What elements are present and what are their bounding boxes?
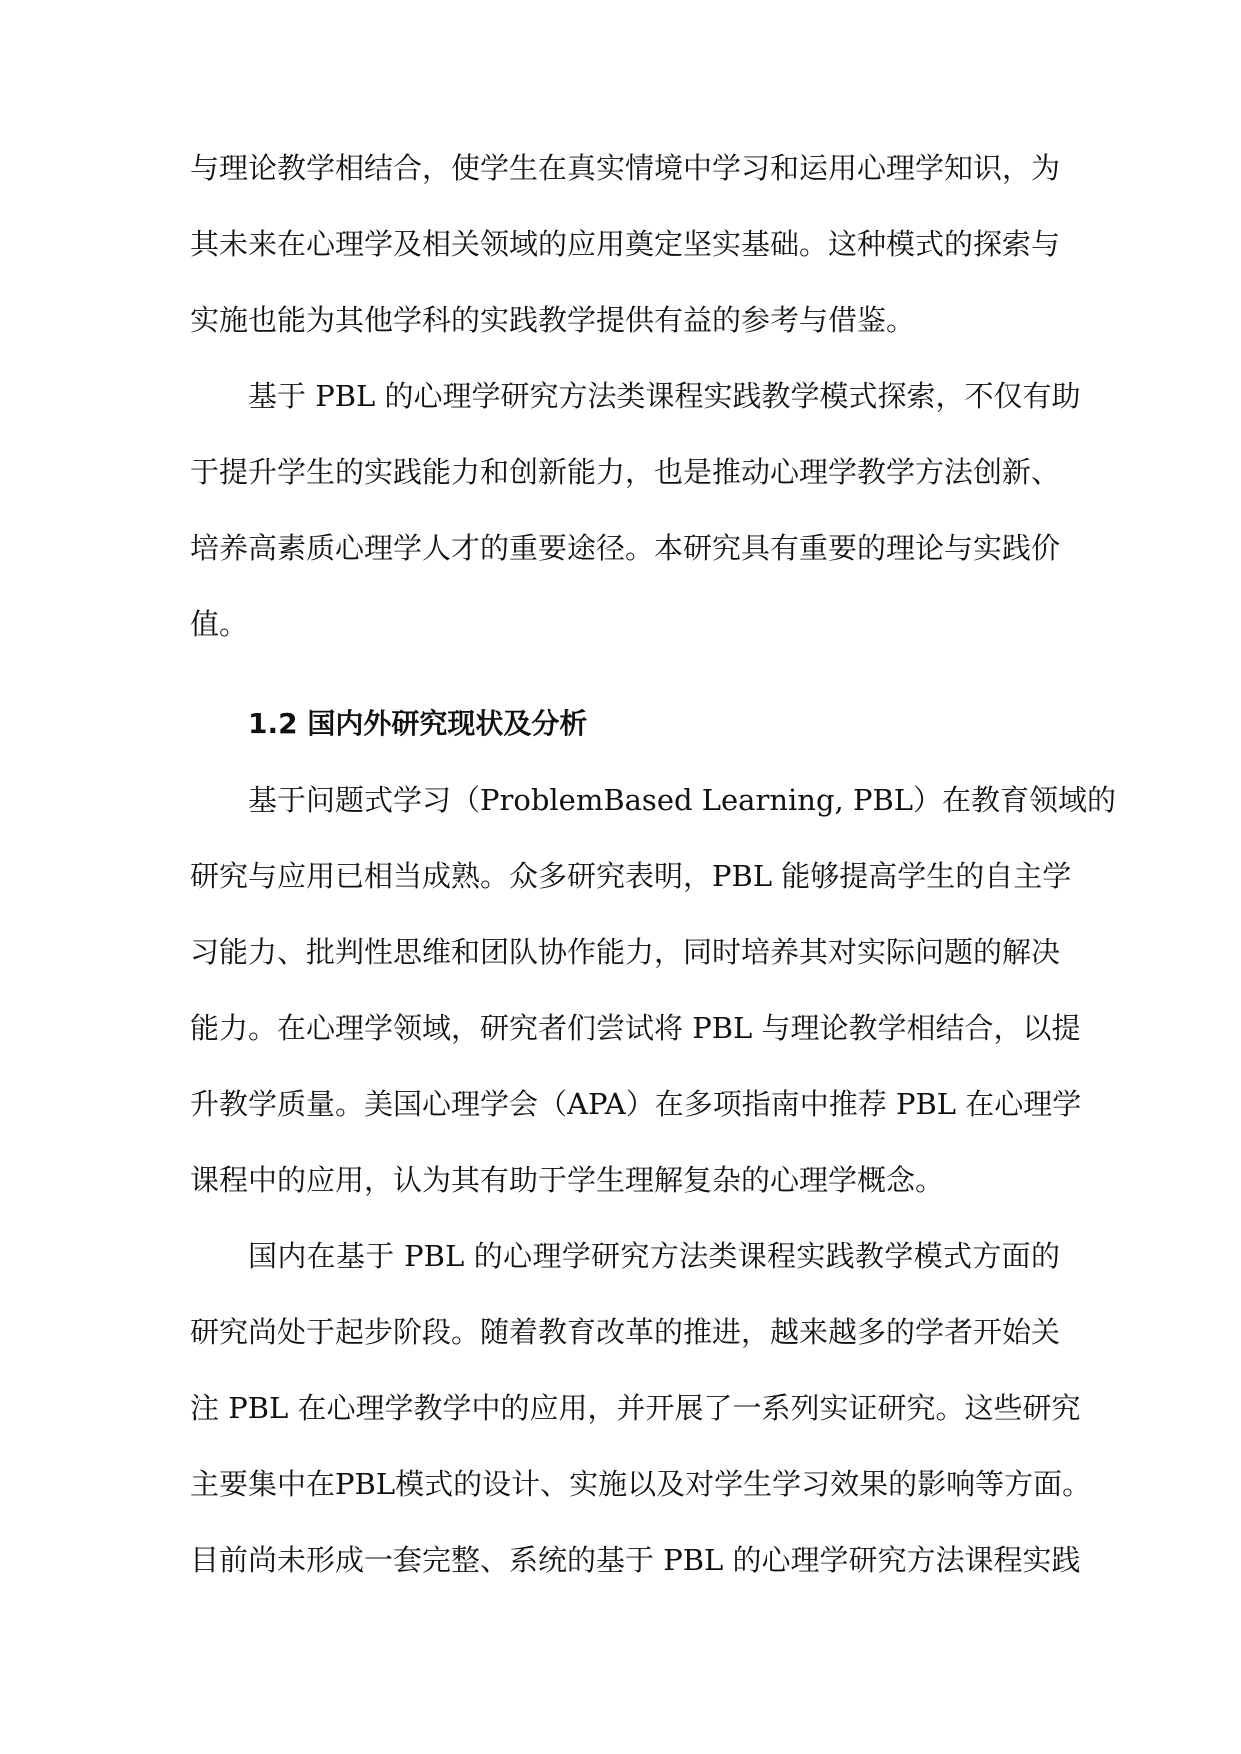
paragraph xyxy=(190,371,1081,675)
text-line: 实施也能为其他学科的实践教学提供有益的参考与借鉴。 xyxy=(190,303,916,337)
body-text xyxy=(190,143,1117,1611)
text-line: 课程中的应用，认为其有助于学生理解复杂的心理学概念。 xyxy=(190,1163,945,1197)
section-number: 1.2 xyxy=(248,707,298,740)
section-heading xyxy=(190,699,1060,775)
text-line: 于提升学生的实践能力和创新能力，也是推动心理学教学方法创新、 xyxy=(190,455,1061,489)
text-line: 研究尚处于起步阶段。随着教育改革的推进，越来越多的学者开始关 xyxy=(190,1315,1061,1349)
paragraph xyxy=(190,1231,1092,1611)
text-line: 与理论教学相结合，使学生在真实情境中学习和运用心理学知识，为 xyxy=(190,151,1061,185)
paragraph xyxy=(190,775,1117,1231)
text-line: 能力。在心理学领域，研究者们尝试将 PBL 与理论教学相结合，以提 xyxy=(190,1011,1081,1045)
text-line: 值。 xyxy=(190,607,249,641)
text-line: 基于 PBL 的心理学研究方法类课程实践教学模式探索，不仅有助 xyxy=(248,379,1081,413)
section-title: 国内外研究现状及分析 xyxy=(307,707,588,740)
text-line: 研究与应用已相当成熟。众多研究表明，PBL 能够提高学生的自主学 xyxy=(190,859,1072,893)
text-line: 升教学质量。美国心理学会（APA）在多项指南中推荐 PBL 在心理学 xyxy=(190,1087,1082,1121)
text-line: 注 PBL 在心理学教学中的应用，并开展了一系列实证研究。这些研究 xyxy=(190,1391,1081,1425)
text-line: 目前尚未形成一套完整、系统的基于 PBL 的心理学研究方法课程实践 xyxy=(190,1543,1081,1577)
text-line: 培养高素质心理学人才的重要途径。本研究具有重要的理论与实践价 xyxy=(190,531,1061,565)
paragraph xyxy=(190,143,1060,371)
text-line: 国内在基于 PBL 的心理学研究方法类课程实践教学模式方面的 xyxy=(248,1239,1060,1273)
text-line: 其未来在心理学及相关领域的应用奠定坚实基础。这种模式的探索与 xyxy=(190,227,1061,261)
text-line: 基于问题式学习（ProblemBased Learning, PBL）在教育领域的 xyxy=(248,783,1117,817)
text-line: 习能力、批判性思维和团队协作能力，同时培养其对实际问题的解决 xyxy=(190,935,1061,969)
text-line: 主要集中在PBL模式的设计、实施以及对学生学习效果的影响等方面。 xyxy=(190,1467,1092,1501)
section-gap xyxy=(190,675,1060,699)
